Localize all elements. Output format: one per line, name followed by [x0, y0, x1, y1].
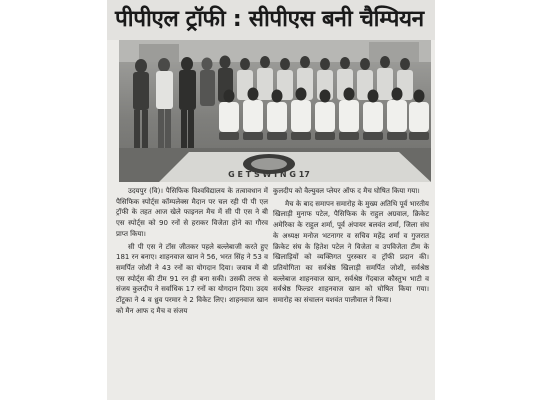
team-photo-image [119, 40, 431, 182]
article-paragraph: सी पी एस ने टॉस जीतकर पहले बल्लेबाजी करते हुए 181 रन बनाए। शाहनवाज खान ने 56, भरत सिंह ने 53 व समर्पित जोशी ने 43 रनों का योगदान दिया। जवाब में बी एस स्पोर्ट्स की टीम 91 रन ही बना सकी। उसकी तरफ से संजय कुलदीप ने सर्वाधिक 17 रनों का योगदान दिया। उदय टॉटूका ने 4 व ध्रुव परमार ने 2 विकेट लिए। शाहनवाज खान को मैन आफ द मैच व संजय [116, 242, 268, 315]
article-paragraph: मैच के बाद समापन समारोह के मुख्य अतिथि पूर्व भारतीय खिलाड़ी मुनाफ पटेल, पैसिफिक के राहुल अग्रवाल, क्रिकेट अमेरिका के राहुल शर्मा, पूर्व अंपायर बलवंत शर्मा, जिला संघ के अध्यक्ष मनोज भटनागर व सचिव महेंद्र शर्मा व गुजरात क्रिकेट संघ के हितेश पटेल ने विजेता व उपविजेता टीम के खिलाड़ियों को व्यक्तिगत पुरस्कार व ट्रॉफी प्रदान की। प्रतियोगिता का सर्वश्रेष्ठ खिलाड़ी समर्पित जोशी, सर्वश्रेष्ठ बल्लेबाज शाहनवाज खान, सर्वश्रेष्ठ गेंदबाज कौस्तुभ भाटी व सर्वश्रेष्ठ फिल्डर शाहनवाज खान को घोषित किया गया। समारोह का संचालन यशवंत पालीवाल ने किया। [273, 199, 429, 305]
headline: पीपीएल ट्रॉफी : सीपीएस बनी चैम्पियन [115, 6, 424, 32]
banner-text: G E T S W I N G 17 [228, 170, 310, 179]
article-column-left [116, 186, 268, 318]
newspaper-clipping [107, 0, 435, 400]
article-paragraph: उदयपुर (वि)। पैसिफिक विश्वविद्यालय के तत्वावधान में पैसिफिक स्पोर्ट्स कॉम्पलेक्स मैदान पर चल रही पी पी एल ट्रॉफी के तहत आज खेले फाइनल मैच में सी पी एस ने बी एस स्पोर्ट्स को 90 रनों से हराकर विजेता होने का गौरव प्राप्त किया। [116, 187, 268, 238]
article-paragraph: कुलदीप को वैल्युवल प्लेयर ऑफ द मैच घोषित किया गया। [273, 187, 420, 195]
team-photo [119, 40, 431, 182]
article-column-right [273, 186, 429, 308]
